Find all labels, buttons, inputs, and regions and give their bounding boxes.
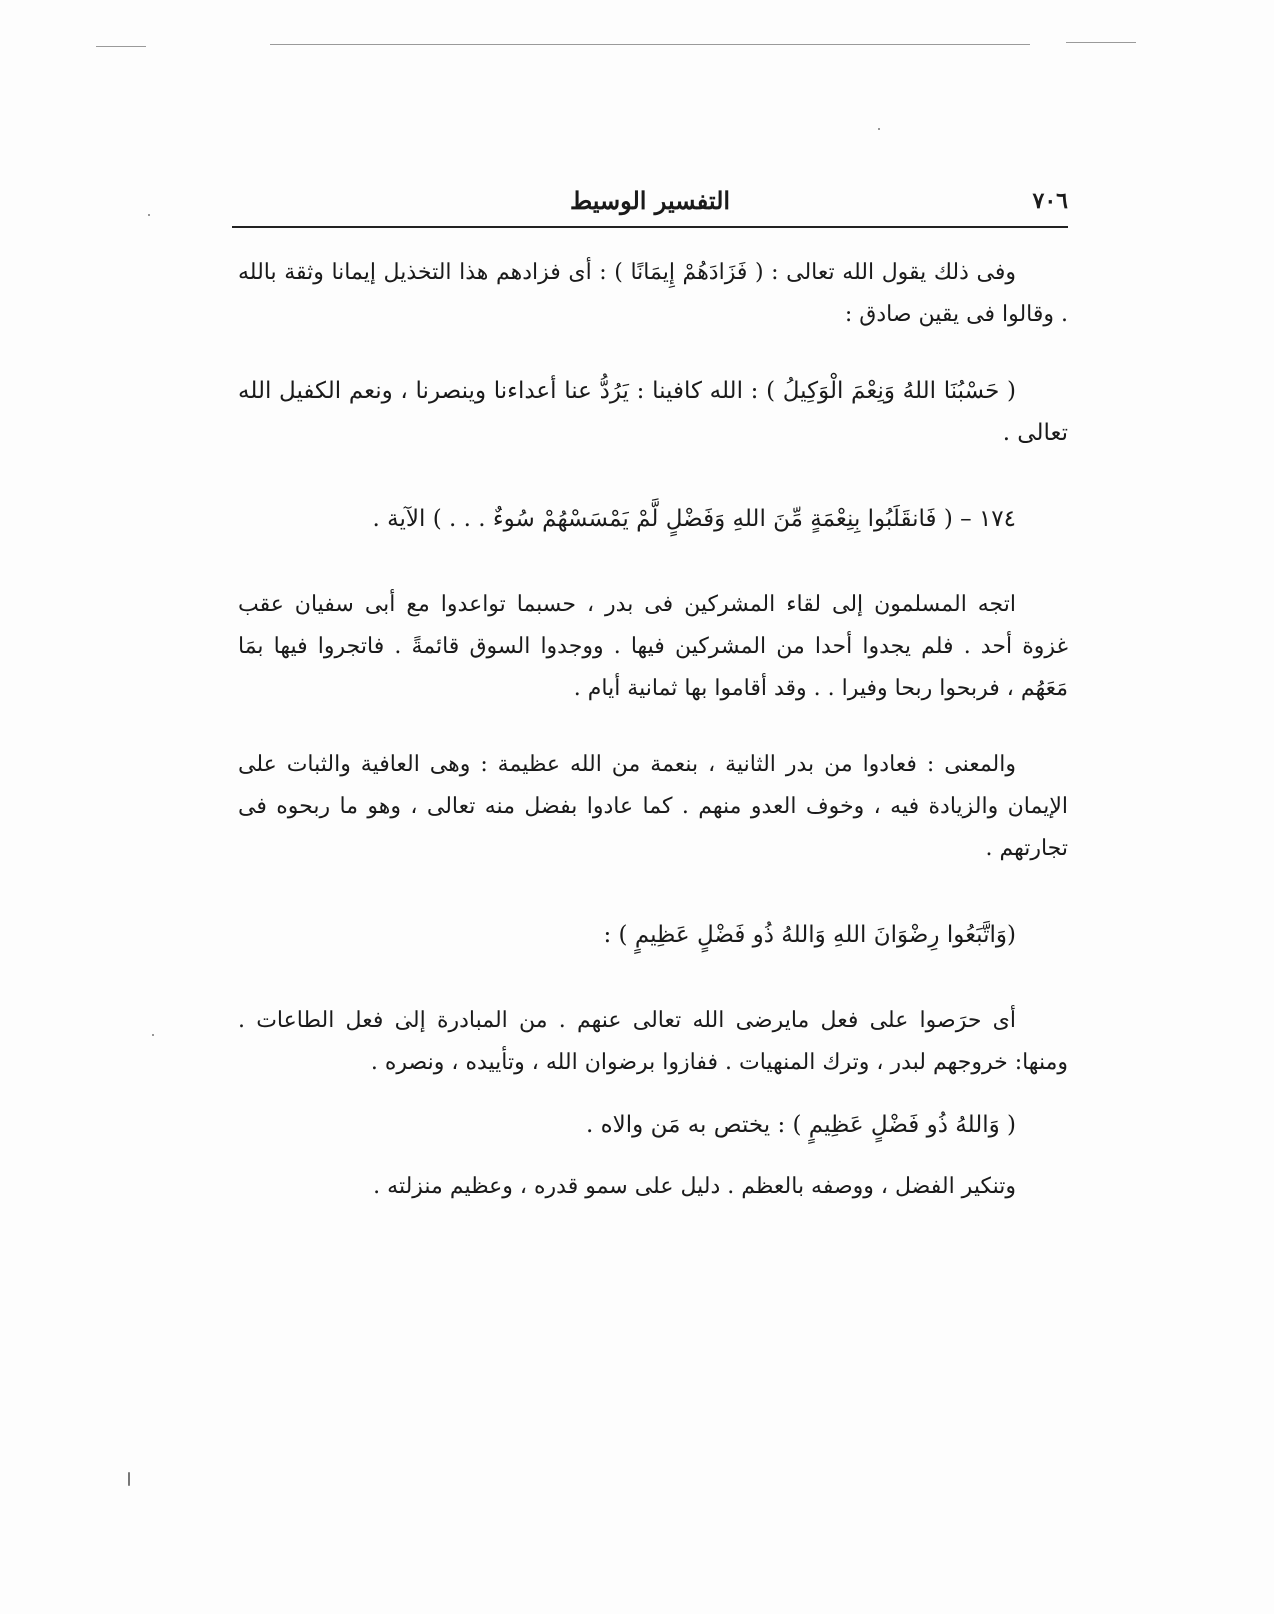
paragraph: وفى ذلك يقول الله تعالى : ( فَزَادَهُمْ إِيمَانًا ) : أى فزادهم هذا التخذيل إيمانا وثقة بالله . وقالوا فى يقين صادق : bbox=[238, 260, 1068, 327]
scan-edge-line-top bbox=[270, 44, 1030, 45]
page-header bbox=[232, 180, 1068, 236]
scan-speck bbox=[148, 214, 150, 216]
spacer bbox=[238, 870, 1068, 914]
verse-heading: ١٧٤ – ( فَانقَلَبُوا بِنِعْمَةٍ مِّنَ اللهِ وَفَضْلٍ لَّمْ يَمْسَسْهُمْ سُوءٌ . . . ) الآية . bbox=[372, 506, 1016, 532]
scan-speck bbox=[128, 1472, 130, 1486]
scan-edge-line-left bbox=[96, 46, 146, 47]
spacer bbox=[238, 454, 1068, 498]
page-body bbox=[238, 252, 1068, 1208]
spacer bbox=[238, 1084, 1068, 1104]
spacer bbox=[238, 710, 1068, 744]
book-title: التفسير الوسيط bbox=[569, 186, 731, 215]
verse-paragraph: ( حَسْبُنَا اللهُ وَنِعْمَ الْوَكِيلُ ) : الله كافينا : يَرُدُّ عنا أعداءنا وينصرنا ، ونعم الكفيل الله تعالى . bbox=[238, 378, 1068, 446]
page-number: ٧٠٦ bbox=[1032, 188, 1068, 214]
header-rule bbox=[232, 226, 1068, 228]
paragraph: أى حرَصوا على فعل مايرضى الله تعالى عنهم . من المبادرة إلى فعل الطاعات . ومنها: خروجهم لبدر ، وترك المنهيات . ففازوا برضوان الله ، وتأييده ، ونصره . bbox=[238, 1008, 1068, 1075]
scan-speck bbox=[878, 128, 880, 130]
scan-edge-line-right bbox=[1066, 42, 1136, 43]
verse-heading: (وَاتَّبَعُوا رِضْوَانَ اللهِ وَاللهُ ذُو فَضْلٍ عَظِيمٍ ) : bbox=[603, 922, 1016, 948]
spacer bbox=[238, 540, 1068, 584]
spacer bbox=[238, 956, 1068, 1000]
paragraph: اتجه المسلمون إلى لقاء المشركين فى بدر ، حسبما تواعدوا مع أبى سفيان عقب غزوة أحد . فلم يجدوا أحدا من المشركين فيها . ووجدوا السوق قائمةً . فاتجروا فيها بمَا مَعَهُم ، فربحوا ربحا وفيرا . . وقد أقاموا بها ثمانية أيام . bbox=[238, 592, 1068, 701]
paragraph: وتنكير الفضل ، ووصفه بالعظم . دليل على سمو قدره ، وعظيم منزلته . bbox=[373, 1174, 1016, 1199]
scan-speck bbox=[152, 1034, 154, 1036]
verse-paragraph: ( وَاللهُ ذُو فَضْلٍ عَظِيمٍ ) : يختص به مَن والاه . bbox=[585, 1112, 1016, 1138]
spacer bbox=[238, 1146, 1068, 1166]
spacer bbox=[238, 336, 1068, 370]
paragraph: والمعنى : فعادوا من بدر الثانية ، بنعمة من الله عظيمة : وهى العافية والثبات على الإيمان والزيادة فيه ، وخوف العدو منهم . كما عادوا بفضل منه تعالى ، وهو ما ربحوه فى تجارتهم . bbox=[238, 752, 1068, 861]
